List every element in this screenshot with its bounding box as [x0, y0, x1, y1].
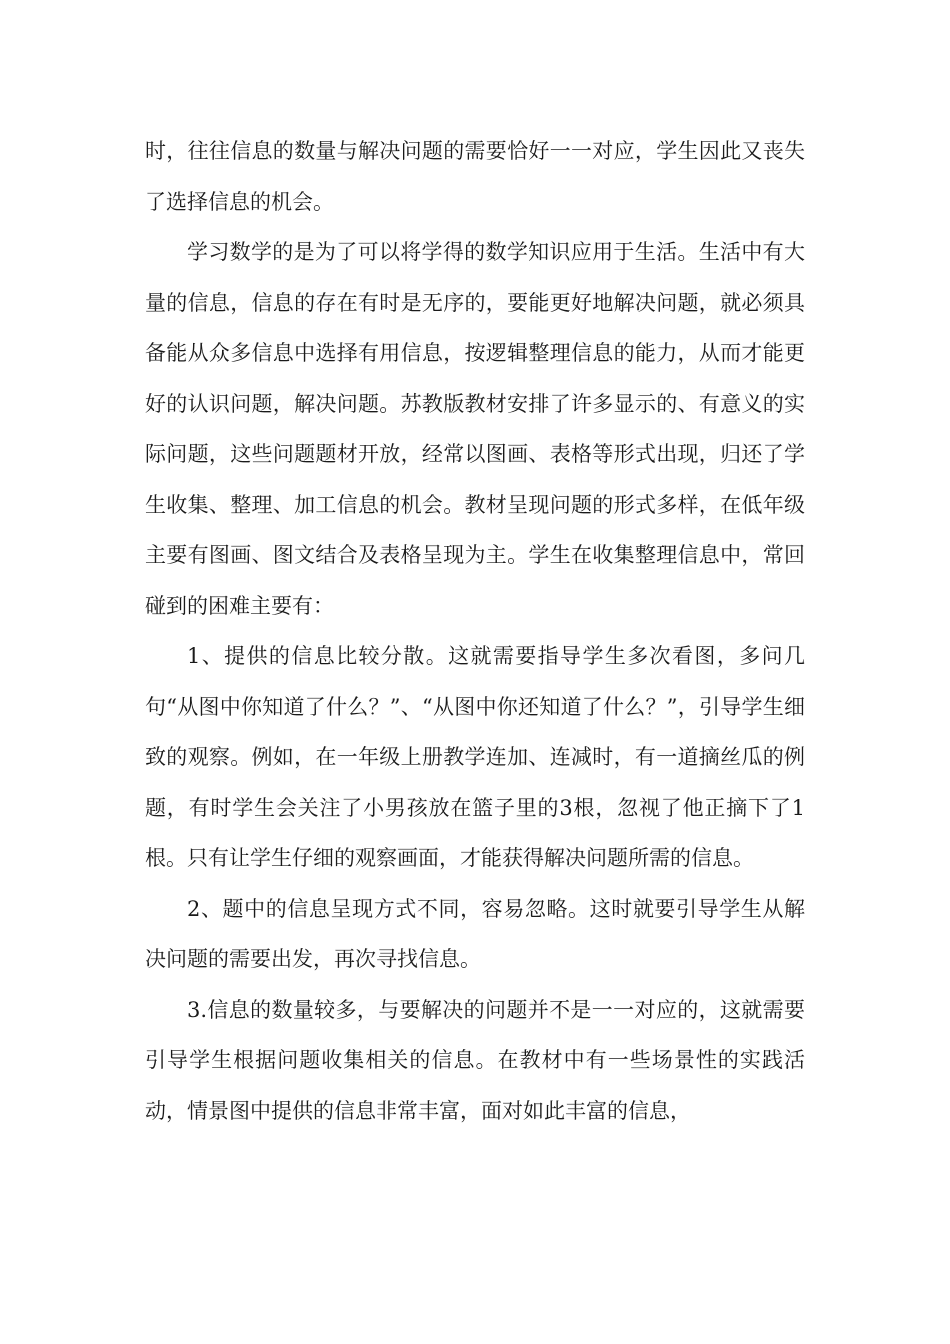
- paragraph-continuation: 时，往往信息的数量与解决问题的需要恰好一一对应，学生因此又丧失了选择信息的机会。: [145, 139, 805, 214]
- paragraph-point-3: 3.信息的数量较多，与要解决的问题并不是一一对应的，这就需要引导学生根据问题收集相关的信息。在教材中有一些场景性的实践活动，情景图中提供的信息非常丰富，面对如此丰富的信息，: [145, 997, 805, 1123]
- paragraph-purpose: 学习数学的是为了可以将学得的数学知识应用于生活。生活中有大量的信息，信息的存在有时是无序的，要能更好地解决问题，就必须具备能从众多信息中选择有用信息，按逻辑整理信息的能力，从而才能更好的认识问题，解决问题。苏教版教材安排了许多显示的、有意义的实际问题，这些问题题材开放，经常以图画、表格等形式出现，归还了学生收集、整理、加工信息的机会。教材呈现问题的形式多样，在低年级主要有图画、图文结合及表格呈现为主。学生在收集整理信息中，常回碰到的困难主要有：: [145, 240, 805, 618]
- paragraph-point-2: 2、题中的信息呈现方式不同，容易忽略。这时就要引导学生从解决问题的需要出发，再次寻找信息。: [145, 896, 805, 971]
- paragraph-point-1: 1、提供的信息比较分散。这就需要指导学生多次看图，多问几句“从图中你知道了什么？”、“从图中你还知道了什么？”，引导学生细致的观察。例如，在一年级上册教学连加、连减时，有一道摘丝瓜的例题，有时学生会关注了小男孩放在篮子里的3根，忽视了他正摘下了1根。只有让学生仔细的观察画面，才能获得解决问题所需的信息。: [145, 644, 805, 870]
- document-body: [145, 126, 805, 1136]
